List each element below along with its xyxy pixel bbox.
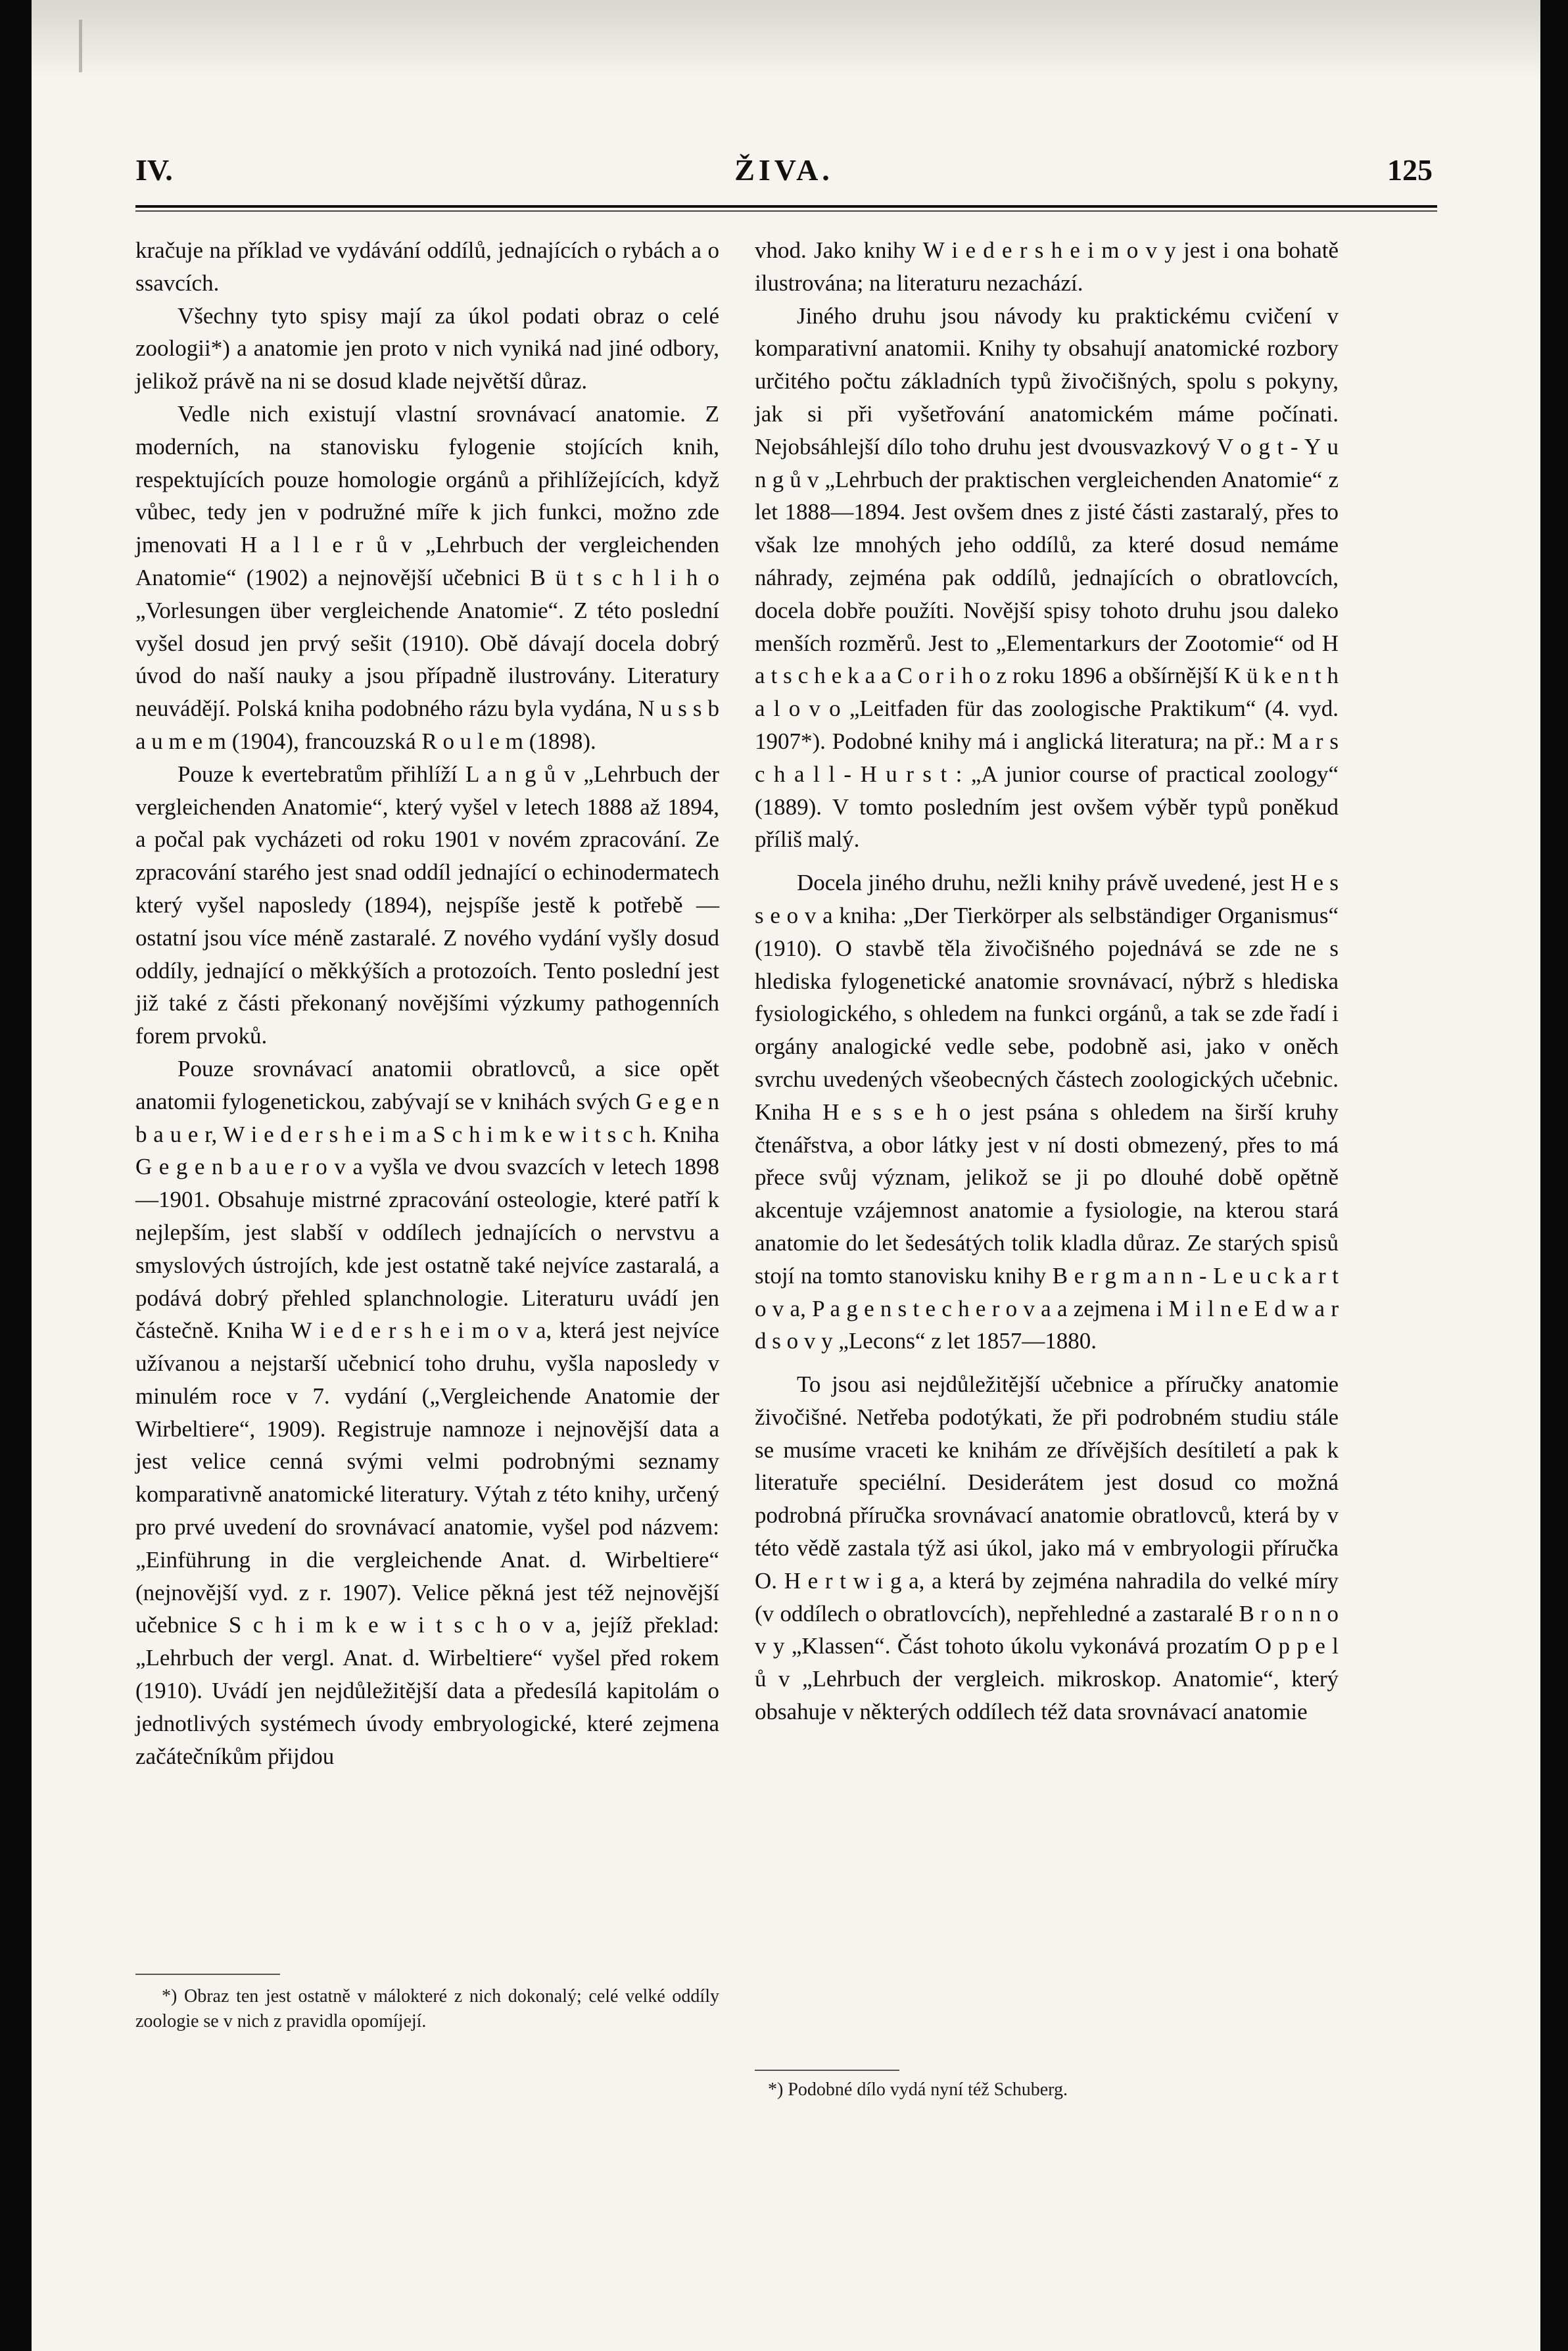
footnote-rule [755,2070,899,2071]
footnote-rule [135,1974,280,1975]
paragraph: kračuje na příklad ve vydávání oddílů, jednajících o rybách a o ssavcích. [135,237,719,296]
volume-number: IV. [135,153,173,187]
paragraph: Pouze k evertebratům přihlíží L a n g ů v „Lehrbuch der vergleichenden Anatomie“, který vyšel v letech 1888 až 1894, a počal pak vycházeti od roku 1901 v novém zpracování. Ze zpracování starého jest snad oddíl jednající o echinodermatech který vyšel naposledy (1894), nejspíše jestě k potřebě — ostatní jsou více méně zastaralé. Z nového vydání vyšly dosud oddíly, jednající o měkkýších a protozoích. Tento poslední jest již také z části překonaný novějšími výzkumy pathogenních forem prvoků. [135,761,719,1049]
paragraph: Všechny tyto spisy mají za úkol podati obraz o celé zoologii*) a anatomie jen proto v nich vyniká nad jiné odbory, jelikož právě na ni se dosud klade největší důraz. [135,302,719,394]
page-number: 125 [1387,153,1433,187]
paragraph: Pouze srovnávací anatomii obratlovců, a sice opět anatomii fylogenetickou, zabývají se v knihách svých G e g e n b a u e r, W i e d e r s h e i m a S c h i m k e w i t s c h. Kniha G e g e n b a u e r o v a vyšla ve dvou svazcích v letech 1898—1901. Obsahuje mistrné zpracování osteologie, které patří k nejlepším, jest slabší v oddílech jednajících o nervstvu a smyslových ústrojích, kde jest ostatně také nejvíce zastaralá, a podává dobrý přehled splanchnologie. Literaturu uvádí jen částečně. Kniha W i e d e r s h e i m o v a, která jest nejvíce užívanou a nejstarší učebnicí toho druhu, vyšla naposledy v minulém roce v 7. vydání („Vergleichende Anatomie der Wirbeltiere“, 1909). Registruje namnoze i nejnovější data a jest velice cenná svými velmi podrobnými seznamy komparativně anatomické literatury. Výtah z této knihy, určený pro prvé uvedení do srovnávací anatomie, vyšel pod názvem: „Einführung in die vergleichende Anat. d. Wirbeltiere“ (nejnovější vyd. z r. 1907). Velice pěkná jest též nejnovější učebnice S c h i m k e w i t s c h o v a, jejíž překlad: „Lehrbuch der vergl. Anat. d. Wirbeltiere“ vyšel před rokem (1910). Uvádí jen nejdůležitější data a předesílá kapitolám o jednotlivých systémech úvody embryologické, které zejmena začátečníkům přijdou [135,1055,719,1769]
running-header [135,153,1433,199]
paragraph: Jiného druhu jsou návody ku praktickému cvičení v komparativní anatomii. Knihy ty obsahují anatomické rozbory určitého počtu základních typů živočišných, spolu s pokyny, jak si při vyšetřování anatomickém máme počínati. Nejobsáhlejší dílo toho druhu jest dvousvazkový V o g t - Y u n g ů v „Lehrbuch der praktischen vergleichenden Anatomie“ z let 1888—1894. Jest ovšem dnes z jisté části zastaralý, přes to však lze mnohých jeho oddílů, za které dosud nemáme náhrady, zejména pak oddílů, jednajících o obratlovcích, docela dobře použíti. Novější spisy tohoto druhu jsou daleko menších rozměrů. Jest to „Elementarkurs der Zootomie“ od H a t s c h e k a a C o r i h o z roku 1896 a obšírnější K ü k e n t h a l o v o „Leitfaden für das zoologische Praktikum“ (4. vyd. 1907*). Podobné knihy má i anglická literatura; na př.: M a r s c h a l l - H u r s t : „A junior course of practical zoology“ (1889). V tomto posledním jest ovšem výběr typů poněkud příliš malý. [755,302,1339,853]
scan-top-shadow [32,0,1540,79]
right-column [755,234,1339,1728]
left-column [135,234,719,1772]
journal-title: ŽIVA. [734,153,834,187]
paragraph: Docela jiného druhu, nežli knihy právě uvedené, jest H e s s e o v a kniha: „Der Tierkörper als selbständiger Organismus“ (1910). O stavbě těla živočišného pojednává se zde ne s hlediska fylogenetické anatomie srovnávací, nýbrž s hlediska fysiologického, s ohledem na funkci orgánů, a tak se zde řadí i orgány analogické vedle sebe, podobně asi, jako v oněch svrchu uvedených všeobecných částech zoologických učebnic. Kniha H e s s e h o jest psána s ohledem na širší kruhy čtenářstva, a obor látky jest v ní dosti obmezený, přes to má přece svůj význam, jelikož se ji po dlouhé době opětně akcentuje vzájemnost anatomie a fysiologie, na kterou stará anatomie do let šedesátých tolik kladla důraz. Ze starých spisů stojí na tomto stanovisku knihy B e r g m a n n - L e u c k a r t o v a, P a g e n s t e c h e r o v a a zejmena i M i l n e E d w a r d s o v y „Lecons“ z let 1857—1880. [755,870,1339,1354]
paragraph: vhod. Jako knihy W i e d e r s h e i m o v y jest i ona bohatě ilustrována; na literaturu nezachází. [755,237,1339,296]
header-rule [135,205,1437,208]
footnote-right: *) Podobné dílo vydá nyní též Schuberg. [768,2079,1068,2100]
footnote-left: *) Obraz ten jest ostatně v málokteré z nich dokonalý; celé velké oddíly zoologie se v nich z pravidla opomíjejí. [135,1986,719,2031]
scan-artifact [79,20,97,72]
paragraph: To jsou asi nejdůležitější učebnice a příručky anatomie živočišné. Netřeba podotýkati, že při podrobném studiu stále se musíme vraceti ke knihám ze dřívějších desítiletí a pak k literatuře speciélní. Desiderátem jest dosud co možná podrobná příručka srovnávací anatomie obratlovců, která by v této vědě zastala týž asi úkol, jako má v embryologii příručka O. H e r t w i g a, a která by zejména nahradila do velké míry (v oddílech o obratlovcích), nepřehledné a zastaralé B r o n n o v y „Klassen“. Část tohoto úkolu vykonává prozatím O p p e l ů v „Lehrbuch der vergleich. mikroskop. Anatomie“, který obsahuje v některých oddílech též data srovnávací anatomie [755,1371,1339,1725]
header-rule-thin [135,210,1437,212]
paragraph: Vedle nich existují vlastní srovnávací anatomie. Z moderních, na stanovisku fylogenie stojících knih, respektujících pouze homologie orgánů a přihlížejících, když vůbec, tedy jen v podružné míře k jich funkci, možno zde jmenovati H a l l e r ů v „Lehrbuch der vergleichenden Anatomie“ (1902) a nejnovější učebnici B ü t s c h l i h o „Vorlesungen über vergleichende Anatomie“. Z této poslední vyšel dosud jen prvý sešit (1910). Obě dávají docela dobrý úvod do naší nauky a jsou případně ilustrovány. Literatury neuvádějí. Polská kniha podobného rázu byla vydána, N u s s b a u m e m (1904), francouzská R o u l e m (1898). [135,400,719,754]
